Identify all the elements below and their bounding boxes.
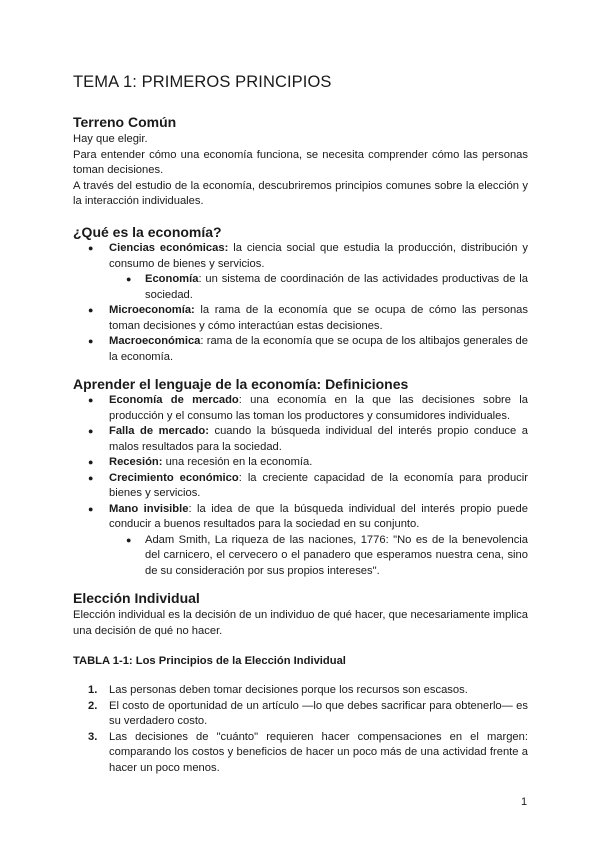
principles-list	[73, 683, 528, 776]
item-number: 2.	[88, 699, 98, 712]
section-terreno-comun	[73, 114, 528, 210]
term: Falla de mercado:	[109, 425, 209, 437]
item-number: 3.	[88, 730, 98, 743]
list-item	[73, 471, 528, 502]
term: Macroeconómica	[109, 335, 201, 347]
term: Recesión:	[109, 456, 163, 468]
definition: : rama de la economía que se ocupa de los altibajos generales de la economía.	[109, 335, 528, 363]
item-text: El costo de oportunidad de un artículo —lo que debes sacrificar para obtenerlo— es su verdadero costo.	[109, 699, 528, 728]
list-item	[73, 241, 528, 272]
list-item	[73, 455, 528, 471]
definition: la ciencia social que estudia la producción, distribución y consumo de bienes y servicios.	[109, 242, 528, 270]
item-text: Las personas deben tomar decisiones porque los recursos son escasos.	[109, 684, 468, 697]
bullet-icon: ●	[88, 395, 94, 405]
definitions-list	[73, 241, 528, 365]
heading-que-es-economia: ¿Qué es la economía?	[73, 224, 222, 240]
quote-text: Adam Smith, La riqueza de las naciones, 1776: "No es de la benevolencia del carnicero, el cervecero o el panadero que esperamos nuestra cena, sino de su consideración por sus propios intereses".	[145, 533, 528, 577]
term: Microeconomía:	[109, 304, 195, 316]
paragraph: Elección individual es la decisión de un individuo de qué hacer, que necesariamente implica una decisión de qué no hacer.	[73, 609, 528, 637]
bullet-icon: ●	[88, 457, 94, 467]
page-number: 1	[521, 796, 528, 808]
definition: : un sistema de coordinación de las actividades productivas de la sociedad.	[145, 273, 528, 301]
term: Ciencias económicas:	[109, 242, 229, 254]
list-item	[73, 334, 528, 365]
bullet-icon: ●	[88, 305, 94, 315]
item-text: Las decisiones de "cuánto" requieren hacer compensaciones en el margen: comparando los costos y beneficios de hacer un poco más de una actividad frente a hacer un poco menos.	[109, 730, 528, 774]
definition: : una economía en la que las decisiones sobre la producción y el consumo las toman los productores y consumidores individuales.	[109, 394, 528, 422]
bullet-icon: ●	[126, 534, 132, 545]
bullet-icon: ●	[88, 243, 94, 253]
table-title: TABLA 1-1: Los Principios de la Elección Individual	[73, 655, 346, 668]
term: Mano invisible	[109, 502, 189, 515]
heading-eleccion-individual: Elección Individual	[73, 590, 200, 606]
bullet-icon: ●	[126, 274, 132, 284]
list-item	[73, 683, 528, 699]
definition: cuando la búsqueda individual del interés propio conduce a malos resultados para la sociedad.	[109, 425, 528, 453]
definitions-list	[73, 393, 528, 579]
term: Crecimiento económico	[109, 471, 239, 484]
quote-item	[73, 533, 528, 580]
section-lenguaje-economia	[73, 376, 528, 579]
section-eleccion-individual	[73, 590, 528, 776]
term: Economía	[145, 273, 199, 285]
paragraph: A través del estudio de la economía, descubriremos principios comunes sobre la elección y la interacción individuales.	[73, 179, 528, 208]
definition: : la creciente capacidad de la economía para producir bienes y servicios.	[109, 471, 528, 499]
bullet-icon: ●	[88, 426, 94, 436]
document-title: TEMA 1: PRIMEROS PRINCIPIOS	[73, 73, 332, 91]
bullet-icon: ●	[88, 336, 94, 346]
section-que-es-economia	[73, 224, 528, 365]
paragraph: Para entender cómo una economía funciona, se necesita comprender cómo las personas toman decisiones.	[73, 148, 528, 177]
bullet-icon: ●	[88, 472, 94, 483]
definition: una recesión en la economía.	[162, 456, 313, 468]
list-item	[73, 502, 528, 533]
list-item	[73, 272, 528, 303]
list-item	[73, 424, 528, 455]
list-item	[73, 303, 528, 334]
list-item	[73, 699, 528, 730]
definition: la rama de la economía que se ocupa de cómo las personas toman decisiones y cómo interactúan estas decisiones.	[109, 304, 528, 332]
term: Economía de mercado	[109, 394, 239, 406]
heading-lenguaje-economia: Aprender el lenguaje de la economía: Definiciones	[73, 376, 409, 392]
bullet-icon: ●	[88, 503, 94, 514]
paragraph: Hay que elegir.	[73, 133, 148, 145]
list-item	[73, 393, 528, 424]
heading-terreno-comun: Terreno Común	[73, 114, 177, 130]
definition: : la idea de que la búsqueda individual del interés propio puede conducir a buenos resultados para la sociedad en su conjunto.	[109, 502, 528, 530]
item-number: 1.	[88, 684, 98, 697]
list-item	[73, 730, 528, 777]
